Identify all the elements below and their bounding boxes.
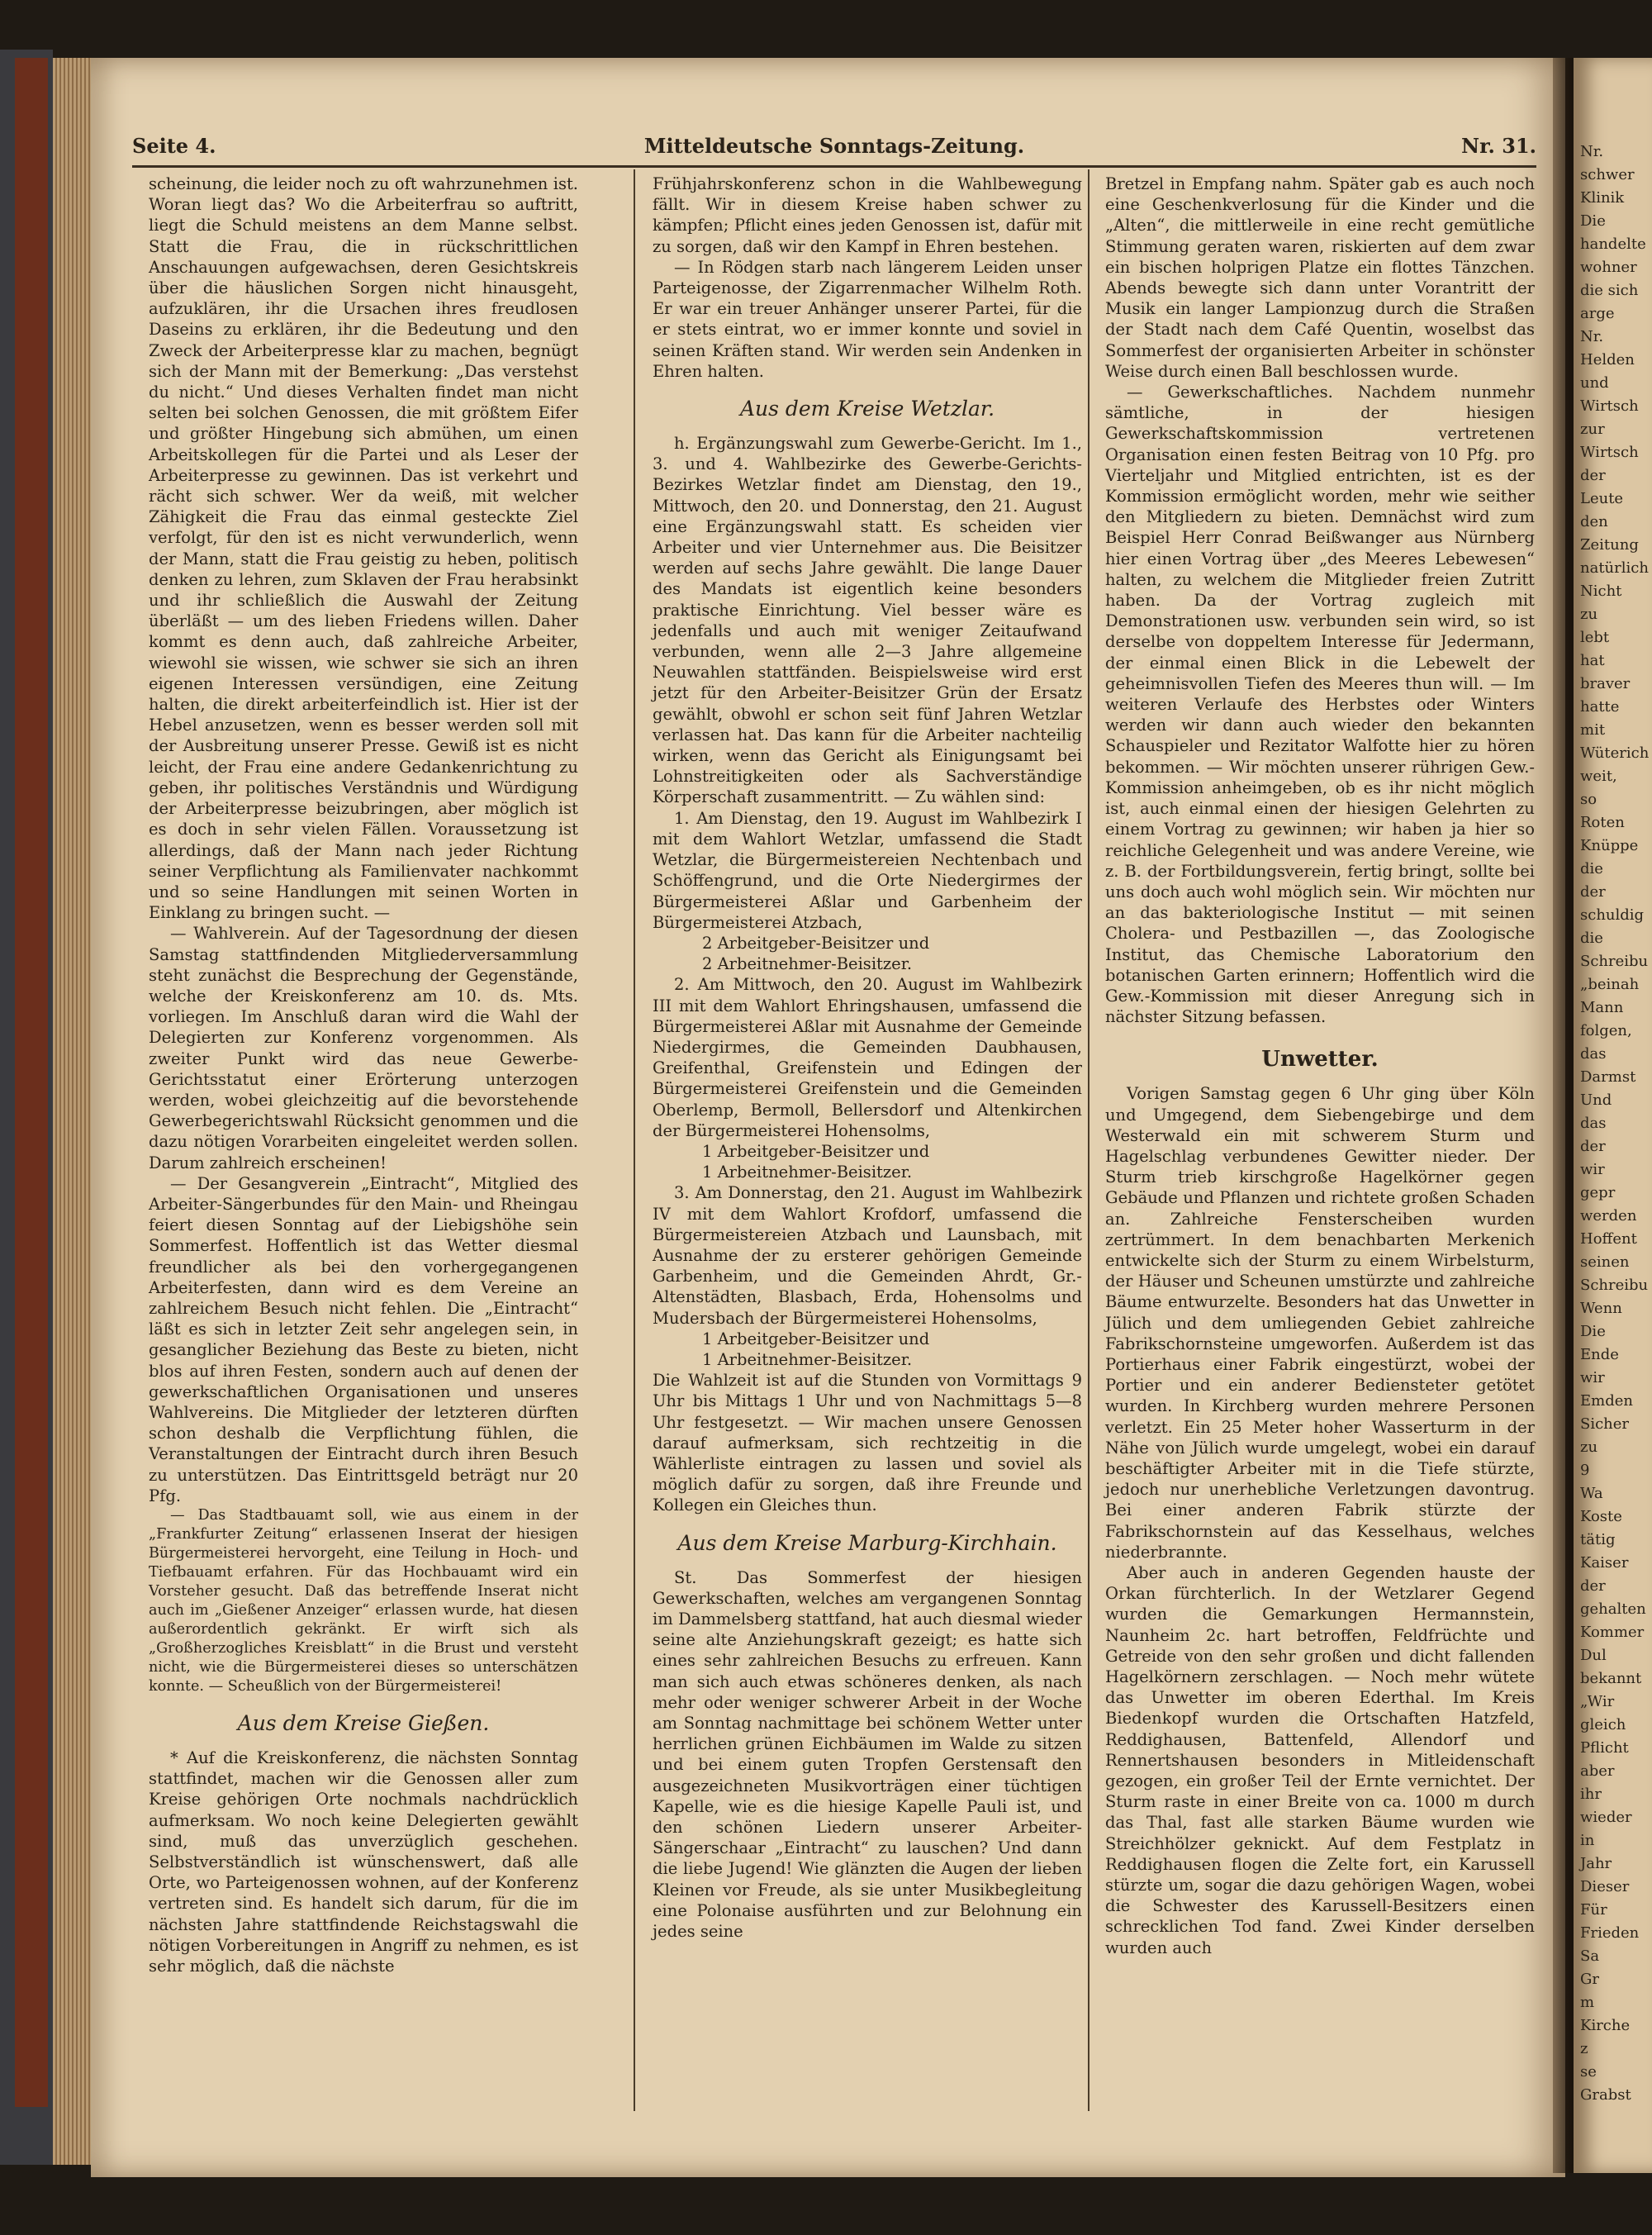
article-paragraph: h. Ergänzungswahl zum Gewerbe-Gericht. Im 1., 3. und 4. Wahlbezirke des Gewerbe-Gerichts-Bezirkes Wetzlar findet am Dienstag, den 19., Mittwoch, den 20. und Donnerstag, den 21. August eine Ergänzungswahl statt. Es scheiden vier Arbeiter und vier Unternehmer aus. Die Beisitzer werden auf sechs Jahre gewählt. Die lange Dauer des Mandats ist eigentlich keine besonders praktische Einrichtung. Viel besser wäre es jedenfalls und auch mit weniger Zeitaufwand verbunden, wenn alle 2—3 Jahre allgemeine Neuwahlen stattfänden. Beispielsweise wird erst jetzt für den Arbeiter-Beisitzer Grün der Ersatz gewählt, obwohl er schon seit fünf Jahren Wetzlar verlassen hat. Das kann für die Arbeiter nachteilig wirken, wenn das Gericht als Einigungsamt bei Lohnstreitigkeiten oder als Sachverständige Körperschaft zusammentritt. — Zu wählen sind: <box>653 434 1082 807</box>
article-paragraph: — Wahlverein. Auf der Tagesordnung der diesen Samstag stattfindenden Mitgliederversammlung steht zunächst die Besprechung der Gegenstände, welche der Kreiskonferenz am 10. ds. Mts. vorliegen. Im Anschluß daran wird die Wahl der Delegierten zur Konferenz vorgenommen. Als zweiter Punkt wird das neue Gewerbe-Gerichtsstatut einer Erörterung unterzogen werden, wobei gleichzeitig auf die bevorstehende Gewerbegerichtswahl Rücksicht genommen und die dazu nötigen Vorarbeiten eingeleitet werden sollen. Darum zahlreich erscheinen! <box>149 924 578 1172</box>
facing-page-fragment: Sicher <box>1580 1415 1630 1433</box>
facing-page-fragment: den <box>1580 513 1608 530</box>
facing-page-fragment: Ende <box>1580 1346 1619 1363</box>
facing-page-fragment: Klinik <box>1580 189 1625 207</box>
facing-page-fragment: gepr <box>1580 1184 1616 1201</box>
facing-page-fragment: der <box>1580 883 1606 901</box>
facing-page-fragment: Kirche <box>1580 2017 1631 2034</box>
facing-page-fragment: Die <box>1580 1323 1606 1340</box>
facing-page-fragment: die sich <box>1580 282 1639 299</box>
facing-page-fragment: Leute <box>1580 490 1624 507</box>
column-2 <box>653 174 1082 1942</box>
facing-page-fragment: Wirtsch <box>1580 444 1639 461</box>
facing-page-fragment: zu <box>1580 1438 1598 1456</box>
section-heading: Aus dem Kreise Wetzlar. <box>739 397 995 421</box>
section-heading: Aus dem Kreise Marburg-Kirchhain. <box>677 1530 1057 1555</box>
facing-page-fragment: der <box>1580 1138 1606 1155</box>
facing-page-fragment: Wa <box>1580 1485 1603 1502</box>
article-heading: Unwetter. <box>1261 1047 1379 1072</box>
facing-page-fragment: „beinah <box>1580 976 1640 993</box>
facing-page-fragment: in <box>1580 1832 1595 1849</box>
facing-page-fragment: wir <box>1580 1161 1605 1178</box>
list-subitem: 1 Arbeitgeber-Beisitzer und <box>702 1329 930 1348</box>
facing-page-fragment: mit <box>1580 721 1606 739</box>
facing-page-fragment: bekannt <box>1580 1670 1642 1687</box>
facing-page-fragment: Gr <box>1580 1971 1599 1988</box>
facing-page-fragment: Jahr <box>1580 1855 1612 1872</box>
facing-page-edge <box>1574 58 1652 2173</box>
facing-page-fragment: Schreibu <box>1580 953 1649 970</box>
facing-page-fragment: wir <box>1580 1369 1605 1386</box>
list-subitem: 1 Arbeitnehmer-Beisitzer. <box>702 1349 913 1369</box>
list-item: 3. Am Donnerstag, den 21. August im Wahlbezirk IV mit dem Wahlort Krofdorf, umfassend die Bürgermeistereien Atzbach und Launsbach, mit Ausnahme der zu ersterer gehörigen Gemeinde Garbenheim, und die Gemeinden Ahrdt, Gr.-Altenstädten, Blasbach, Erda, Hohensolms und Mudersbach der Bürgermeisterei Hohensolms, <box>653 1183 1082 1328</box>
facing-page-fragment: tätig <box>1580 1531 1616 1548</box>
facing-page-fragment: Nr. <box>1580 328 1604 345</box>
facing-page-fragment: Dieser <box>1580 1878 1630 1895</box>
facing-page-fragment: Nicht <box>1580 583 1622 600</box>
facing-page-fragment: natürlich <box>1580 559 1649 577</box>
list-subitem: 2 Arbeitgeber-Beisitzer und <box>702 933 930 953</box>
article-paragraph: — In Rödgen starb nach längerem Leiden unser Parteigenosse, der Zigarrenmacher Wilhelm Roth. Er war ein treuer Anhänger unserer Partei, für die er stets eintrat, wo er immer konnte und soviel in seinen Kräften stand. Wir werden sein Andenken in Ehren halten. <box>653 257 1082 381</box>
facing-page-fragment: wieder <box>1580 1809 1632 1826</box>
spine-binding-strap <box>15 58 48 2107</box>
article-paragraph: Frühjahrskonferenz schon in die Wahlbewegung fällt. Wir in diesem Kreise haben schwer zu kämpfen; Pflicht eines jeden Genossen ist, dafür mit zu sorgen, daß wir den Kampf in Ehren bestehen. <box>653 174 1082 256</box>
facing-page-fragment: die <box>1580 860 1603 877</box>
facing-page-fragment: Hoffent <box>1580 1230 1637 1248</box>
facing-page-fragment: Mann <box>1580 999 1624 1016</box>
newspaper-title: Mitteldeutsche Sonntags-Zeitung. <box>643 134 1025 158</box>
article-paragraph: Vorigen Samstag gegen 6 Uhr ging über Köln und Umgegend, dem Siebengebirge und dem Westerwald ein mit schwerem Sturm und Hagelschlag verbundenes Gewitter nieder. Der Sturm trieb kirschgroße Hagelkörner gegen Gebäude und Pflanzen und richtete großen Schaden an. Zahlreiche Fensterscheiben wurden zertrümmert. In dem benachbarten Merkenich entwickelte sich der Sturm zu einem Wirbelsturm, der Häuser und Scheunen umstürzte und zahlreiche Bäume entwurzelte. Besonders hat das Unwetter in Jülich und dem umliegenden Gebiet zahlreiche Fabrikschornsteine umgeworfen. Außerdem ist das Portierhaus einer Fabrik eingestürzt, wobei der Portier und ein anderer Bediensteter getötet wurden. In Kirchberg wurden mehrere Personen verletzt. Ein 25 Meter hoher Wasserturm in der Nähe von Jülich wurde umgelegt, wobei ein darauf beschäftigter Arbeiter mit in die Tiefe stürzte, jedoch nur unerhebliche Verletzungen davontrug. Bei einer anderen Fabrik stürzte der Fabrikschornstein auf das Kesselhaus, welches niederbrannte. <box>1105 1084 1535 1562</box>
list-subitem: 1 Arbeitnehmer-Beisitzer. <box>702 1163 913 1182</box>
facing-page-fragment: weit, <box>1580 768 1617 785</box>
facing-page-fragment: Die <box>1580 212 1606 230</box>
facing-page-fragment: Kommer <box>1580 1624 1645 1641</box>
facing-page-fragment: Nr. <box>1580 143 1604 160</box>
facing-page-fragment: Schreibu <box>1580 1277 1649 1294</box>
column-3 <box>1105 174 1535 1958</box>
facing-page-fragment: Kaiser <box>1580 1554 1629 1572</box>
facing-page-fragment: „Wir <box>1580 1693 1615 1710</box>
facing-page-fragment: handelte <box>1580 235 1646 253</box>
facing-page-fragment: so <box>1580 791 1597 808</box>
page-number: Seite 4. <box>132 134 216 158</box>
facing-page-fragment: werden <box>1580 1207 1637 1224</box>
facing-page-fragment: hatte <box>1580 698 1620 716</box>
facing-page-fragment: Wüterich <box>1580 744 1650 762</box>
article-paragraph: — Der Gesangverein „Eintracht“, Mitglied des Arbeiter-Sängerbundes für den Main- und Rheingau feiert diesen Sonntag auf der Liebigshöhe sein Sommerfest. Hoffentlich ist das Wetter diesmal freundlicher als bei den vorhergegangenen Arbeiterfesten, dann wird es dem Vereine an zahlreichem Besuch nicht fehlen. Die „Eintracht“ läßt es sich in letzter Zeit sehr angelegen sein, in gesanglicher Beziehung das Beste zu bieten, nicht blos auf ihren Festen, sondern auch auf denen der gewerkschaftlichen Organisationen und unseres Wahlvereins. Die Mitglieder der letzteren dürften schon deshalb die Verpflichtung fühlen, die Veranstaltungen der Eintracht durch ihren Besuch zu unterstützen. Das Eintrittsgeld beträgt nur 20 Pfg. <box>149 1173 578 1505</box>
list-subitem: 1 Arbeitgeber-Beisitzer und <box>702 1141 930 1161</box>
facing-page-fragment: der <box>1580 1577 1606 1595</box>
facing-page-fragment: das <box>1580 1115 1607 1132</box>
header-rule <box>132 165 1536 168</box>
facing-page-fragment: wohner <box>1580 259 1637 276</box>
article-paragraph: Aber auch in anderen Gegenden hauste der Orkan fürchterlich. In der Wetzlarer Gegend wurden die Gemarkungen Hermannstein, Naunheim 2c. hart betroffen, Feldfrüchte und Getreide von den sehr großen und dicht fallenden Hagelkörnern zerschlagen. — Noch mehr wütete das Unwetter im oberen Ederthal. Im Kreis Biedenkopf wurden die Ortschaften Hatzfeld, Reddighausen, Battenfeld, Allendorf und Rennertshausen besonders in Mitleidenschaft gezogen, ein großer Teil der Ernte vernichtet. Der Sturm raste in einer Breite von ca. 1000 m durch das Thal, fast alle starken Bäume wurden wie Streichhölzer geknickt. Auf dem Festplatz in Reddighausen flogen die Zelte fort, ein Karussell stürzte um, sogar die dazu gehörigen Wagen, wobei die Schwester des Karussell-Besitzers einen schrecklichen Tod fand. Zwei Kinder derselben wurden auch <box>1105 1563 1535 1957</box>
section-heading: Aus dem Kreise Gießen. <box>237 1711 490 1735</box>
list-subitem: 2 Arbeitnehmer-Beisitzer. <box>702 954 913 974</box>
facing-page-fragment: Zeitung <box>1580 536 1639 554</box>
facing-page-fragment: se <box>1580 2063 1597 2080</box>
page-header <box>132 134 1536 162</box>
list-item: 1. Am Dienstag, den 19. August im Wahlbezirk I mit dem Wahlort Wetzlar, umfassend die Stadt Wetzlar, die Bürgermeistereien Nechtenbach und Schöffengrund, und die Orte Niedergirmes der Bürgermeisterei Aßlar und Garbenheim der Bürgermeisterei Atzbach, <box>653 808 1082 932</box>
facing-page-fragment: Emden <box>1580 1392 1633 1410</box>
facing-page-fragment: Sa <box>1580 1947 1600 1965</box>
facing-page-fragment: Knüppe <box>1580 837 1639 854</box>
facing-page-fragment: das <box>1580 1045 1607 1063</box>
facing-page-fragment: und <box>1580 374 1609 392</box>
article-paragraph: Die Wahlzeit ist auf die Stunden von Vormittags 9 Uhr bis Mittags 1 Uhr und von Nachmittags 5—8 Uhr festgesetzt. — Wir machen unsere Genossen darauf aufmerksam, sich rechtzeitig in die Wählerliste eintragen zu lassen und soviel als möglich dafür zu sorgen, daß ihre Freunde und Kollegen ein Gleiches thun. <box>653 1371 1082 1515</box>
facing-page-fragment: Roten <box>1580 814 1625 831</box>
facing-page-fragment: gehalten <box>1580 1600 1646 1618</box>
facing-page-fragment: m <box>1580 1994 1595 2011</box>
facing-page-fragment: braver <box>1580 675 1631 692</box>
facing-page-fragment: Koste <box>1580 1508 1622 1525</box>
facing-page-fragment: die <box>1580 930 1603 947</box>
list-item: 2. Am Mittwoch, den 20. August im Wahlbezirk III mit dem Wahlort Ehringshausen, umfassend die Bürgermeisterei Aßlar mit Ausnahme der Gemeinde Niedergirmes, die Gemeinden Daubhausen, Greifenthal, Greifenstein und Edingen der Bürgermeisterei Greifenstein und die Gemeinden Oberlemp, Bermoll, Bellersdorf und Altenkirchen der Bürgermeisterei Hohensolms, <box>653 975 1082 1140</box>
facing-page-fragment: arge <box>1580 305 1615 322</box>
facing-page-fragment: 9 <box>1580 1462 1590 1479</box>
facing-page-fragment: Frieden <box>1580 1924 1640 1942</box>
facing-page-fragment: lebt <box>1580 629 1610 646</box>
page-edges <box>53 58 94 2165</box>
facing-page-fragment: zu <box>1580 606 1598 623</box>
facing-page-fragment: hat <box>1580 652 1605 669</box>
facing-page-fragment: gleich <box>1580 1716 1626 1733</box>
facing-page-fragment: Wirtsch <box>1580 397 1639 415</box>
facing-page-fragment: aber <box>1580 1762 1615 1780</box>
facing-page-fragment: Grabst <box>1580 2086 1631 2104</box>
facing-page-fragment: folgen, <box>1580 1022 1632 1039</box>
column-rule <box>634 169 635 2111</box>
article-paragraph: scheinung, die leider noch zu oft wahrzunehmen ist. Woran liegt das? Wo die Arbeiterfrau so auftritt, liegt die Schuld meistens an dem Manne selbst. Statt die Frau, die in rückschrittlichen Anschauungen aufgewachsen, deren Gesichtskreis über die häuslichen Sorgen nicht hinausgeht, aufzuklären, ihr die Ursachen ihres freudlosen Daseins zu erklären, ihr die Bedeutung und den Zweck der Arbeiterpresse klar zu machen, begnügt sich der Mann mit der Bemerkung: „Das verstehst du nicht.“ Und dieses Verhalten findet man nicht selten bei solchen Genossen, die mit größtem Eifer und größter Hingebung sich abmühen, um einen Arbeitskollegen für die Partei und als Leser der Arbeiterpresse zu gewinnen. Das ist verkehrt und rächt sich schwer. Wer da weiß, mit welcher Zähigkeit die Frau das einmal gesteckte Ziel verfolgt, für den ist es nicht verwunderlich, wenn der Mann, statt die Frau geistig zu heben, politisch denken zu lehren, zum Sklaven der Frau herabsinkt und ihr schließlich die Auswahl der Zeitung überläßt — um des lieben Friedens willen. Daher kommt es denn auch, daß zahlreiche Arbeiter, wiewohl sie wissen, wie schwer sie sich an ihren eigenen Interessen versündigen, eine Zeitung halten, die direkt arbeiterfeindlich ist. Hier ist der Hebel anzusetzen, wenn es besser werden soll mit der Ausbreitung unserer Presse. Gewiß ist es nicht leicht, der Frau eine andere Gedankenrichtung zu geben, ihr politisches Verständnis und Würdigung der Arbeiterpresse beizubringen, aber möglich ist es doch in sehr vielen Fällen. Voraussetzung ist allerdings, daß der Mann nach jeder Richtung seiner Verpflichtung als Familienvater nachkommt und so seine Handlungen mit seinen Worten in Einklang zu bringen sucht. — <box>149 174 578 923</box>
article-paragraph: St. Das Sommerfest der hiesigen Gewerkschaften, welches am vergangenen Sonntag im Dammelsberg stattfand, hat auch diesmal wieder seine alte Anziehungskraft gezeigt; es hatte sich eines sehr zahlreichen Besuchs zu erfreuen. Kann man sich auch etwas schöneres denken, als nach mehr oder weniger schwerer Arbeit in der Woche am Sonntag nachmittage bei schönem Wetter unter herrlichen grünen Eichbäumen im Walde zu sitzen und bei einem guten Tropfen Gerstensaft den ausgezeichneten Musikvorträgen einer tüchtigen Kapelle, wie es die hiesige Kapelle Pauli ist, und den schönen Liedern unserer Arbeiter-Sängerschaar „Eintracht“ zu lauschen? Und dann die liebe Jugend! Wie glänzten die Augen der lieben Kleinen vor Freude, als sie unter Musikbegleitung eine Polonaise ausführten und zur Belohnung ein jedes seine <box>653 1567 1082 1942</box>
facing-page-fragment: z <box>1580 2040 1588 2057</box>
article-paragraph: Bretzel in Empfang nahm. Später gab es auch noch eine Geschenkverlosung für die Kinder und die „Alten“, die mittlerweile in eine recht gemütliche Stimmung geraten waren, riskierten auf dem zwar ein bischen holprigen Platze ein flottes Tänzchen. Abends bewegte sich dann unter Vorantritt der Musik ein langer Lampionzug durch die Straßen der Stadt nach dem Café Quentin, woselbst das Sommerfest der organisierten Arbeiter in schönster Weise durch einen Ball beschlossen wurde. <box>1105 174 1535 381</box>
facing-page-fragment: seinen <box>1580 1253 1630 1271</box>
facing-page-fragment: der <box>1580 467 1606 484</box>
facing-page-fragment: Pflicht <box>1580 1739 1629 1757</box>
facing-page-fragment: zur <box>1580 421 1605 438</box>
facing-page-fragment: Dul <box>1580 1647 1607 1664</box>
facing-page-fragment: Wenn <box>1580 1300 1622 1317</box>
facing-page-fragment: Helden <box>1580 351 1635 369</box>
facing-page-fragment: Darmst <box>1580 1068 1636 1086</box>
column-rule <box>1088 169 1089 2111</box>
issue-number: Nr. 31. <box>1461 134 1536 158</box>
article-paragraph: * Auf die Kreiskonferenz, die nächsten Sonntag stattfindet, machen wir die Genossen aller zum Kreise gehörigen Orte nochmals nachdrücklich aufmerksam. Wo noch keine Delegierten gewählt sind, muß das unverzüglich geschehen. Selbstverständlich ist wünschenswert, daß alle Orte, wo Parteigenossen wohnen, auf der Konferenz vertreten sind. Es handelt sich darum, für die im nächsten Jahre stattfindende Reichstagswahl die nötigen Vorbereitungen in Angriff zu nehmen, es ist sehr möglich, daß die nächste <box>149 1748 578 1976</box>
article-paragraph: — Das Stadtbauamt soll, wie aus einem in der „Frankfurter Zeitung“ erlassenen Inserat der hiesigen Bürgermeisterei hervorgeht, eine Teilung in Hoch- und Tiefbauamt erfahren. Für das Hochbauamt wird ein Vorsteher gesucht. Daß das betreffende Inserat nicht auch im „Gießener Anzeiger“ erlassen wurde, hat diesen außerordentlich gekränkt. Er wirft sich als „Großherzogliches Kreisblatt“ in die Brust und versteht nicht, wie die Bürgermeisterei dieses so unterschätzen konnte. — Scheußlich von der Bürgermeisterei! <box>149 1507 578 1695</box>
facing-page-fragment: ihr <box>1580 1786 1602 1803</box>
article-paragraph: — Gewerkschaftliches. Nachdem nunmehr sämtliche, in der hiesigen Gewerkschaftskommission vertretenen Organisation einen festen Beitrag von 10 Pfg. pro Vierteljahr und Mitglied entrichten, ist es der Kommission ermöglicht worden, mehr wie seither den Mitgliedern zu bieten. Demnächst wird zum Beispiel Herr Conrad Beißwanger aus Nürnberg hier einen Vortrag über „des Meeres Lebewesen“ halten, zu welchem die Mitglieder freien Zutritt haben. Da der Vortrag zugleich mit Demonstrationen usw. verbunden sein wird, so ist derselbe von doppeltem Interesse für Jedermann, der einmal einen Blick in die Lebewelt der geheimnisvollen Tiefen des Meeres thun will. — Im weiteren Verlaufe des Herbstes oder Winters werden wir dann auch wieder den bekannten Schauspieler und Rezitator Walfotte hier zu hören bekommen. — Wir möchten unserer rührigen Gew.-Kommission anheimgeben, ob es ihr nicht möglich ist, auch einmal einen der hiesigen Gelehrten zu einem Vortrag zu gewinnen; wir haben ja hier so reichliche Gelegenheit und was andere Vereine, wie z. B. der Fortbildungsverein, fertig bringt, sollte bei uns doch auch wohl möglich sein. Wir möchten nur an das bakteriologische Institut — mit seinen Cholera- und Pestbazillen —, das Zoologische Institut, das Chemische Laboratorium den botanischen Garten erinnern; Hoffentlich wird die Gew.-Kommission mit dieser Anregung sich in nächster Sitzung befassen. <box>1105 383 1535 1027</box>
column-1 <box>149 174 578 1976</box>
facing-page-fragment: schwer <box>1580 166 1635 183</box>
facing-page-fragment: Und <box>1580 1091 1612 1109</box>
facing-page-fragment: Für <box>1580 1901 1607 1919</box>
facing-page-fragment: schuldig <box>1580 906 1645 924</box>
